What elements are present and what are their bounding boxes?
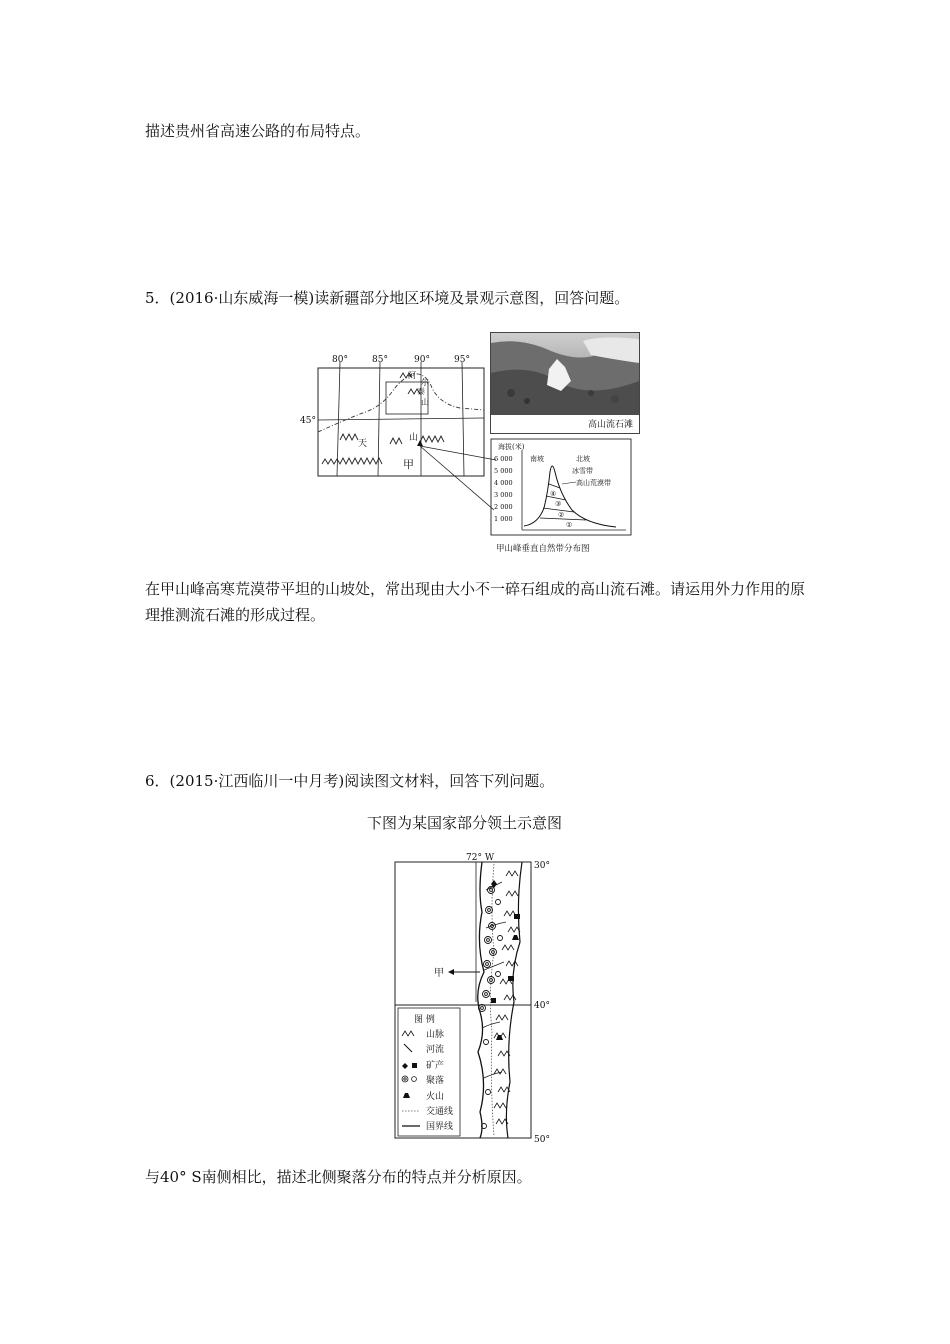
place-label: 山 xyxy=(421,398,429,407)
y-tick: 4 000 xyxy=(494,479,513,487)
photo-caption: 高山流石滩 xyxy=(587,420,633,430)
place-label-jia: 甲 xyxy=(434,968,444,979)
place-label: 天 xyxy=(358,439,368,449)
q5-heading: 5．(2016·山东威海一模)读新疆部分地区环境及景观示意图，回答问题。 xyxy=(145,289,630,307)
profile-caption: 甲山峰垂直自然带分布图 xyxy=(496,544,590,554)
lat-label: 50° xyxy=(534,1135,550,1145)
y-tick: 6 000 xyxy=(494,455,513,463)
zone-number: ③ xyxy=(555,500,562,508)
place-label: 泰 xyxy=(417,387,425,396)
lat-label: 40° xyxy=(534,1001,550,1011)
y-tick: 1 000 xyxy=(494,515,513,523)
vertical-zonation-chart xyxy=(490,438,638,556)
mineral-legend-icon xyxy=(412,1063,417,1068)
legend-title: 图 例 xyxy=(414,1015,435,1025)
y-tick: 3 000 xyxy=(494,491,513,499)
zone-number: ② xyxy=(558,511,565,519)
north-slope-label: 北坡 xyxy=(576,455,590,463)
legend-item: 火山 xyxy=(426,1092,445,1102)
country-map xyxy=(390,852,560,1148)
zone-label: 高山荒漠带 xyxy=(576,479,611,487)
place-label: 尔 xyxy=(421,378,429,387)
legend-item: 矿产 xyxy=(426,1061,445,1071)
place-label: 阿 xyxy=(408,371,416,380)
lon-label: 90° xyxy=(414,355,430,365)
legend-item: 国界线 xyxy=(426,1122,454,1132)
q4-prompt: 描述贵州省高速公路的布局特点。 xyxy=(145,122,371,140)
legend-item: 河流 xyxy=(426,1045,445,1055)
q6-heading: 6．(2015·江西临川一中月考)阅读图文材料，回答下列问题。 xyxy=(145,772,555,790)
q6-body: 与40° S南侧相比，描述北侧聚落分布的特点并分析原因。 xyxy=(145,1168,532,1186)
legend-item: 聚落 xyxy=(426,1076,445,1086)
y-tick: 5 000 xyxy=(494,467,513,475)
scree-photo xyxy=(490,332,640,434)
y-axis-label: 海拔(米) xyxy=(498,443,525,451)
lon-label: 80° xyxy=(332,355,348,365)
lon-label: 95° xyxy=(454,355,470,365)
zone-label: 冰雪带 xyxy=(572,467,593,475)
lon-label: 85° xyxy=(372,355,388,365)
lat-label: 45° xyxy=(300,416,316,426)
y-tick: 2 000 xyxy=(494,503,513,511)
place-label: 甲 xyxy=(403,458,414,471)
q5-body: 在甲山峰高寒荒漠带平坦的山坡处，常出现由大小不一碎石组成的高山流石滩。请运用外力作用的原理推测流石滩的形成过程。 xyxy=(145,580,806,624)
legend-item: 山脉 xyxy=(426,1030,445,1040)
lat-label: 30° xyxy=(534,861,550,871)
q6-figure-caption: 下图为某国家部分领土示意图 xyxy=(367,814,563,832)
place-label: 山 xyxy=(409,433,419,443)
lon-label: 72° W xyxy=(466,853,495,863)
zone-number: ④ xyxy=(550,490,557,498)
south-slope-label: 南坡 xyxy=(530,455,544,463)
legend-item: 交通线 xyxy=(426,1107,454,1117)
zone-number: ① xyxy=(566,521,573,529)
